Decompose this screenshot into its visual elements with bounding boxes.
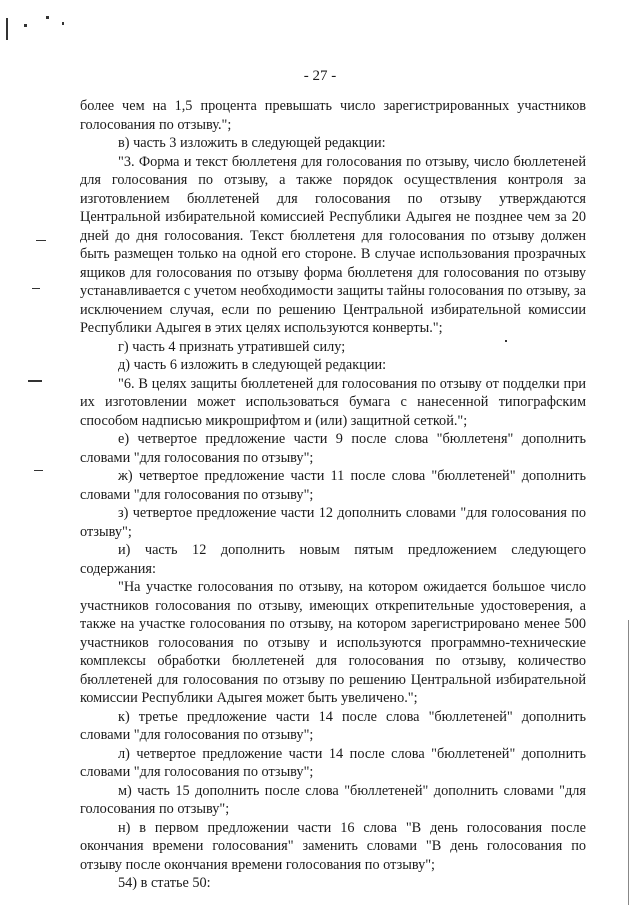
paragraph: ж) четвертое предложение части 11 после слова "бюллетеней" дополнить словами "для голосования по отзыву";	[80, 468, 586, 503]
document-body	[80, 97, 586, 893]
paragraph: 54) в статье 50:	[118, 875, 211, 891]
paragraph: в) часть 3 изложить в следующей редакции:	[118, 135, 386, 151]
paragraph: и) часть 12 дополнить новым пятым предложением следующего содержания:	[80, 542, 586, 577]
scan-speck	[6, 18, 8, 40]
paragraph: "6. В целях защиты бюллетеней для голосования по отзыву от подделки при их изготовлении может использоваться бумага с нанесенной типографским способом надписью микрошрифтом и (или) защитной сеткой.";	[80, 375, 586, 429]
scan-speck	[28, 380, 42, 382]
scan-speck	[32, 288, 40, 289]
scan-speck	[46, 16, 49, 19]
paragraph: более чем на 1,5 процента превышать число зарегистрированных участников голосования по отзыву.";	[80, 98, 586, 133]
paragraph: "На участке голосования по отзыву, на котором ожидается большое число участников голосования по отзыву, имеющих открепительные удостоверения, а также на участке голосования по отзыву, на котором зарегистрировано менее 500 участников голосования по отзыву и используются программно-технические комплексы обработки бюллетеней для голосования по отзыву, количество бюллетеней для голосования по отзыву по решению Центральной избирательной комиссии Республики Адыгея может быть увеличено.";	[80, 579, 586, 706]
scan-edge-line	[628, 620, 629, 905]
scan-speck	[36, 240, 46, 241]
paragraph: "3. Форма и текст бюллетеня для голосования по отзыву, число бюллетеней для голосования по отзыву, а также порядок осуществления контроля за изготовлением бюллетеней для голосования по отзыву утверждаются Центральной избирательной комиссией Республики Адыгея не позднее чем за 20 дней до дня голосования. Текст бюллетеня для голосования по отзыву должен быть размещен только на одной его стороне. В случае использования прозрачных ящиков для голосования по отзыву форма бюллетеня для голосования по отзыву устанавливается с учетом необходимости защиты тайны голосования по отзыву, за исключением случая, если по решению Центральной избирательной комиссии Республики Адыгея в этих целях используются конверты.";	[80, 153, 586, 336]
paragraph: м) часть 15 дополнить после слова "бюллетеней" дополнить словами "для голосования по отзыву";	[80, 782, 586, 817]
page-number: - 27 -	[303, 68, 337, 84]
paragraph: з) четвертое предложение части 12 дополнить словами "для голосования по отзыву";	[80, 505, 586, 540]
paragraph: л) четвертое предложение части 14 после слова "бюллетеней" дополнить словами "для голосования по отзыву";	[80, 745, 586, 780]
paragraph: г) часть 4 признать утратившей силу;	[118, 338, 346, 355]
paragraph: н) в первом предложении части 16 слова "В день голосования после окончания времени голосования" заменить словами "В день голосования по отзыву после окончания времени голосования по отзыву";	[80, 819, 586, 873]
paragraph: к) третье предложение части 14 после слова "бюллетеней" дополнить словами "для голосования по отзыву";	[80, 708, 586, 743]
scan-speck	[62, 22, 64, 25]
scan-speck	[24, 24, 27, 27]
paragraph: е) четвертое предложение части 9 после слова "бюллетеня" дополнить словами "для голосования по отзыву";	[80, 431, 586, 466]
paragraph: д) часть 6 изложить в следующей редакции:	[118, 357, 387, 373]
scan-speck	[34, 470, 43, 471]
